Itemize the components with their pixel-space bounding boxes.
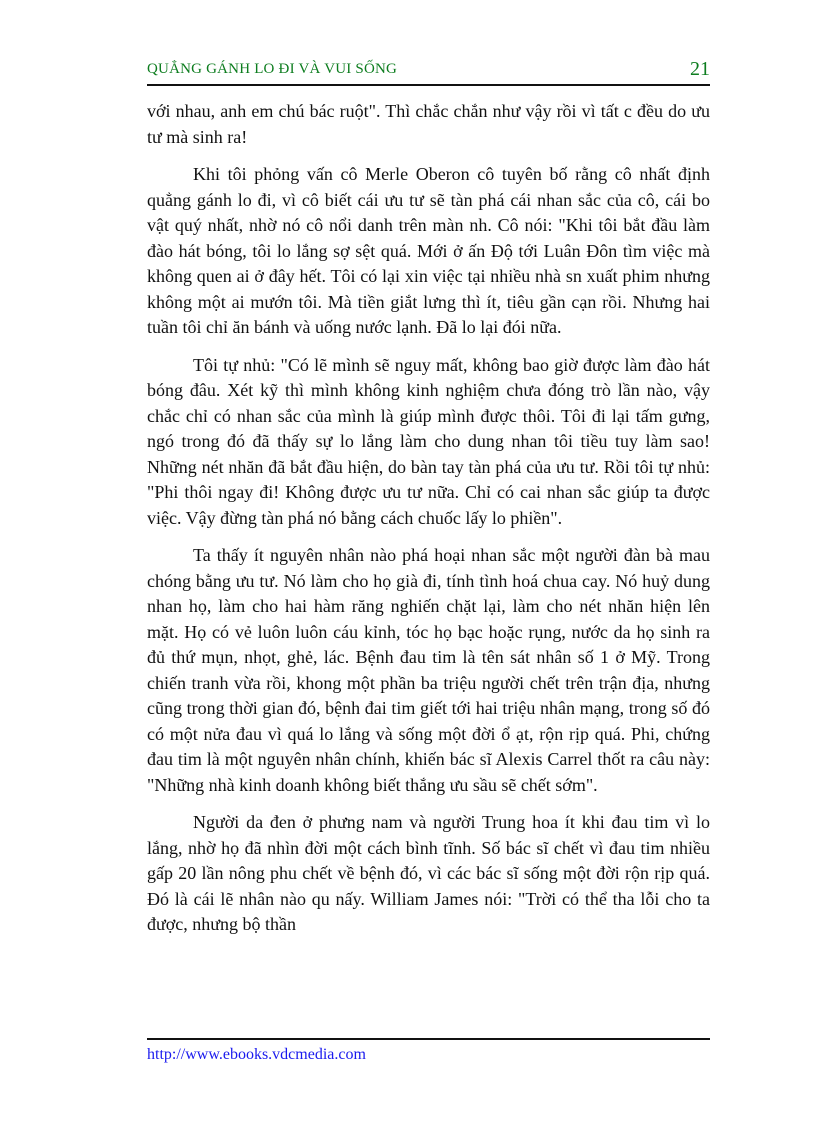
footer-link[interactable]: http://www.ebooks.vdcmedia.com — [147, 1046, 366, 1063]
page-body — [147, 99, 710, 938]
text-line: Tôi tự nhủ: "Có lẽ mình sẽ nguy mất, không bao giờ được làm — [193, 354, 652, 375]
text-line: sống một đời rộn rịp quá. Đó là cái lẽ nhân nào qu nấy. — [147, 863, 710, 909]
paragraph — [147, 99, 710, 150]
text-line: bạc hoặc rụng, nước da họ sinh ra đủ thứ mụn, nhọt, ghẻ, lác. — [147, 621, 711, 667]
paragraph — [147, 353, 710, 532]
paragraph — [147, 810, 710, 938]
text-line: ở ấn Độ tới Luân Đôn tìm việc mà không quen ai ở đây hết. Tôi có lại — [147, 240, 711, 286]
text-line: xin việc tại nhiều nhà sn xuất phim nhưng không một ai mướn tôi. — [147, 266, 710, 312]
text-line: Ta thấy ít nguyên nhân nào phá hoại nhan sắc một người đàn — [193, 545, 650, 565]
text-line: với nhau, anh em chú bác ruột". Thì chắc chắn như vậy rồi vì tất c — [147, 101, 632, 121]
text-line: nhan tôi tiều tuy làm sao! Những nét nhăn đã bắt đầu hiện, do bàn — [147, 431, 710, 477]
page-header — [147, 58, 710, 86]
text-line: tay tàn phá của ưu tư. Rồi tôi tự nhủ: "Phi thôi ngay đi! Không được — [147, 456, 711, 502]
text-line: Cô nói: "Khi tôi bắt đầu làm đào hát bóng, tôi lo lắng sợ sệt quá. Mới — [147, 215, 711, 261]
text-line: nó bằng cách chuốc lấy lo phiền". — [318, 507, 563, 528]
text-line: đào hát bóng đâu. Xét kỹ thì mình không kinh nghiệm chưa đóng trò — [147, 354, 711, 400]
text-line: bà mau chóng bằng ưu tư. Nó làm cho họ già đi, tính tình hoá chua — [147, 545, 711, 591]
text-line: của cô, cái bo vật quý nhất, nhờ nó cô nổi danh trên màn nh. — [147, 189, 710, 235]
text-line: William James nói: "Trời có thể tha lỗi cho ta được, nhưng bộ thần — [147, 888, 710, 934]
text-line: khong một phần ba triệu người chết trên trận địa, nhưng cũng trong — [147, 672, 710, 718]
text-line: ưu tư nữa. Chỉ có cai nhan sắc giúp ta được việc. Vậy đừng tàn phá — [147, 482, 711, 528]
text-line: đều do ưu tư mà sinh ra! — [147, 101, 711, 147]
text-line: đau tim nhiều gấp 20 lần nông phu chết về bệnh đó, vì các bác sĩ — [147, 837, 711, 883]
text-line: Khi tôi phỏng vấn cô Merle Oberon cô tuyên bố rằng cô nhất — [193, 164, 671, 184]
text-line: Người da đen ở phưng nam và người Trung hoa ít khi đau tim — [193, 812, 669, 832]
paragraph — [147, 162, 710, 341]
text-line: Tôi đi lại tấm gưng, ngó trong đó đã thấy sự lo lắng làm cho dung — [147, 405, 710, 451]
text-line: lần nào, vậy chắc chỉ có nhan sắc của mình là giúp mình được thôi. — [147, 380, 711, 426]
text-line: làm cho nét nhăn hiện lên mặt. Họ có vẻ luôn luôn cáu kỉnh, tóc họ — [147, 596, 710, 642]
text-line: vì lo lắng, nhờ họ đã nhìn đời một cách bình tĩnh. Số bác sĩ chết vì — [147, 812, 710, 858]
page-number: 21 — [690, 58, 710, 80]
text-line: chứng đau tim là một nguyên nhân chính, khiến bác sĩ Alexis Carrel — [147, 723, 711, 769]
text-line: bánh và uống nước lạnh. Đã lo lại đói nữa. — [253, 317, 562, 337]
text-line: Bệnh đau tim là tên sát nhân số 1 ở Mỹ. Trong chiến tranh vừa rồi, — [147, 647, 711, 693]
text-line: thời gian đó, bệnh đai tim giết tới hai triệu nhân mạng, trong số đó — [229, 698, 711, 718]
page-footer — [147, 1038, 710, 1063]
text-line: cay. Nó huỷ dung nhan họ, làm cho hai hàm răng nghiến chặt lại, — [147, 570, 711, 616]
text-line: định quẳng gánh lo đi, vì cô biết cái ưu tư sẽ tàn phá cái nhan sắc — [147, 164, 710, 210]
running-title: QUẲNG GÁNH LO ĐI VÀ VUI SỐNG — [147, 61, 398, 77]
text-line: chết sớm". — [520, 774, 598, 795]
paragraph — [147, 543, 710, 798]
text-line: Mà tiền giắt lưng thì ít, tiêu gần cạn rồi. Nhưng hai tuần tôi chỉ ăn — [147, 291, 711, 337]
text-line: có một nửa đau vì quá lo lắng và sống một đời ổ ạt, rộn rịp quá. Phi, — [147, 723, 660, 744]
text-line: thốt ra câu này: "Những nhà kinh doanh không biết thắng ưu sầu sẽ — [147, 749, 711, 795]
